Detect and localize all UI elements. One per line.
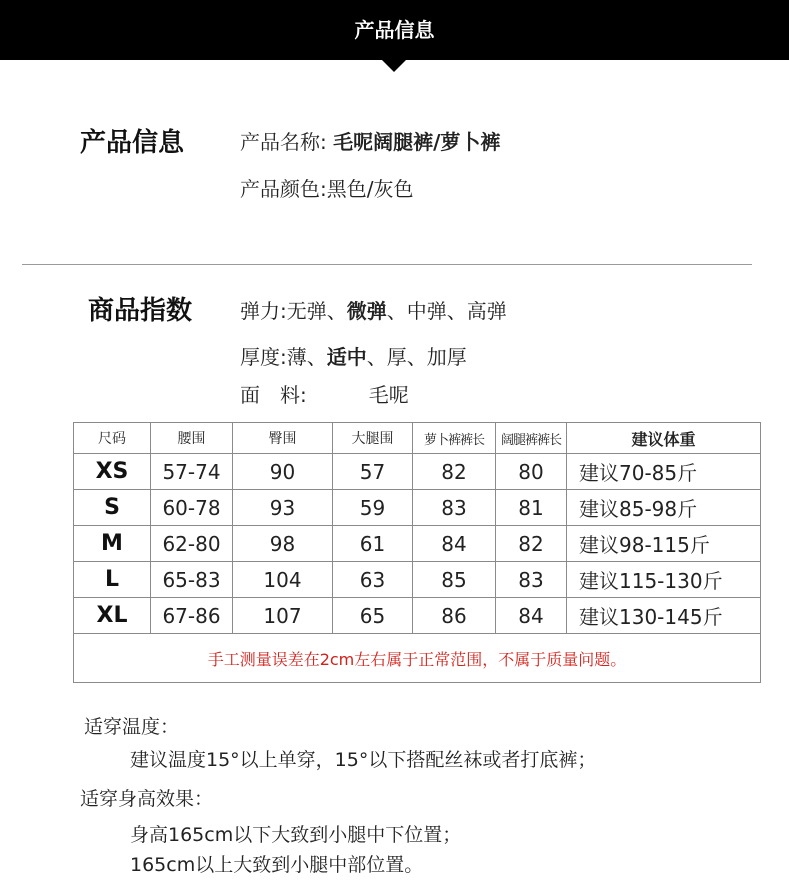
table-row	[74, 562, 761, 598]
waist-cell: 62-80	[151, 526, 233, 562]
wide-leg-length-cell: 82	[496, 526, 567, 562]
thickness-selected: 适中	[326, 345, 367, 369]
size-cell: M	[74, 526, 151, 562]
hip-cell: 90	[233, 454, 333, 490]
product-name-label: 产品名称:	[240, 130, 327, 154]
thickness-label: 厚度:	[240, 345, 287, 369]
waist-cell: 57-74	[151, 454, 233, 490]
thigh-cell: 59	[333, 490, 413, 526]
table-note-row	[74, 634, 761, 683]
header-wide-leg-length: 阔腿裤裤长	[496, 423, 567, 454]
thigh-cell: 57	[333, 454, 413, 490]
weight-cell: 建议70-85斤	[567, 454, 761, 490]
weight-cell: 建议130-145斤	[567, 598, 761, 634]
hip-cell: 107	[233, 598, 333, 634]
thigh-cell: 65	[333, 598, 413, 634]
weight-cell: 建议98-115斤	[567, 526, 761, 562]
wear-height-line2: 165cm以上大致到小腿中部位置。	[130, 854, 424, 876]
weight-cell: 建议85-98斤	[567, 490, 761, 526]
wide-leg-length-cell: 81	[496, 490, 567, 526]
table-row	[74, 598, 761, 634]
thigh-cell: 63	[333, 562, 413, 598]
table-row	[74, 526, 761, 562]
wear-height-title: 适穿身高效果：	[80, 788, 214, 810]
fabric-line	[240, 379, 409, 408]
fabric-label: 面 料:	[240, 383, 307, 407]
wear-temp-text: 建议温度15°以上单穿，15°以下搭配丝袜或者打底裤；	[130, 749, 597, 771]
thickness-line	[240, 341, 467, 370]
elasticity-line	[240, 295, 507, 324]
fabric-value: 毛呢	[368, 383, 409, 407]
elasticity-opt1: 无弹、	[286, 299, 347, 323]
banner-notch	[382, 60, 406, 72]
header-hip: 臀围	[233, 423, 333, 454]
header-thigh: 大腿围	[333, 423, 413, 454]
radish-length-cell: 84	[413, 526, 496, 562]
product-color-label: 产品颜色:	[240, 177, 327, 201]
thigh-cell: 61	[333, 526, 413, 562]
table-row	[74, 490, 761, 526]
elasticity-opt3: 、中弹、高弹	[386, 299, 507, 323]
elasticity-selected: 微弹	[346, 299, 387, 323]
hip-cell: 93	[233, 490, 333, 526]
thickness-opt3: 、厚、加厚	[366, 345, 467, 369]
radish-length-cell: 86	[413, 598, 496, 634]
waist-cell: 67-86	[151, 598, 233, 634]
header-size: 尺码	[74, 423, 151, 454]
size-table-header	[74, 423, 761, 454]
header-waist: 腰围	[151, 423, 233, 454]
size-cell: S	[74, 490, 151, 526]
radish-length-cell: 85	[413, 562, 496, 598]
header-radish-length: 萝卜裤裤长	[413, 423, 496, 454]
product-info-heading: 产品信息	[80, 128, 185, 158]
size-table	[73, 422, 761, 683]
hip-cell: 98	[233, 526, 333, 562]
elasticity-label: 弹力:	[240, 299, 287, 323]
product-color-value: 黑色/灰色	[326, 177, 414, 201]
waist-cell: 60-78	[151, 490, 233, 526]
section-divider	[22, 264, 752, 265]
wide-leg-length-cell: 84	[496, 598, 567, 634]
weight-cell: 建议115-130斤	[567, 562, 761, 598]
size-cell: XS	[74, 454, 151, 490]
wide-leg-length-cell: 83	[496, 562, 567, 598]
wide-leg-length-cell: 80	[496, 454, 567, 490]
waist-cell: 65-83	[151, 562, 233, 598]
wear-temp-title: 适穿温度：	[84, 716, 180, 738]
product-index-heading: 商品指数	[88, 296, 193, 326]
header-weight: 建议体重	[567, 423, 761, 454]
size-cell: L	[74, 562, 151, 598]
product-name-line	[240, 126, 500, 155]
hip-cell: 104	[233, 562, 333, 598]
radish-length-cell: 82	[413, 454, 496, 490]
banner-title: 产品信息	[354, 18, 435, 42]
wear-height-line1: 身高165cm以下大致到小腿中下位置；	[130, 824, 462, 846]
thickness-opt1: 薄、	[286, 345, 327, 369]
measurement-note: 手工测量误差在2cm左右属于正常范围，不属于质量问题。	[74, 634, 761, 683]
radish-length-cell: 83	[413, 490, 496, 526]
product-name-value: 毛呢阔腿裤/萝卜裤	[333, 130, 501, 154]
product-color-line	[240, 173, 414, 202]
table-row	[74, 454, 761, 490]
size-cell: XL	[74, 598, 151, 634]
